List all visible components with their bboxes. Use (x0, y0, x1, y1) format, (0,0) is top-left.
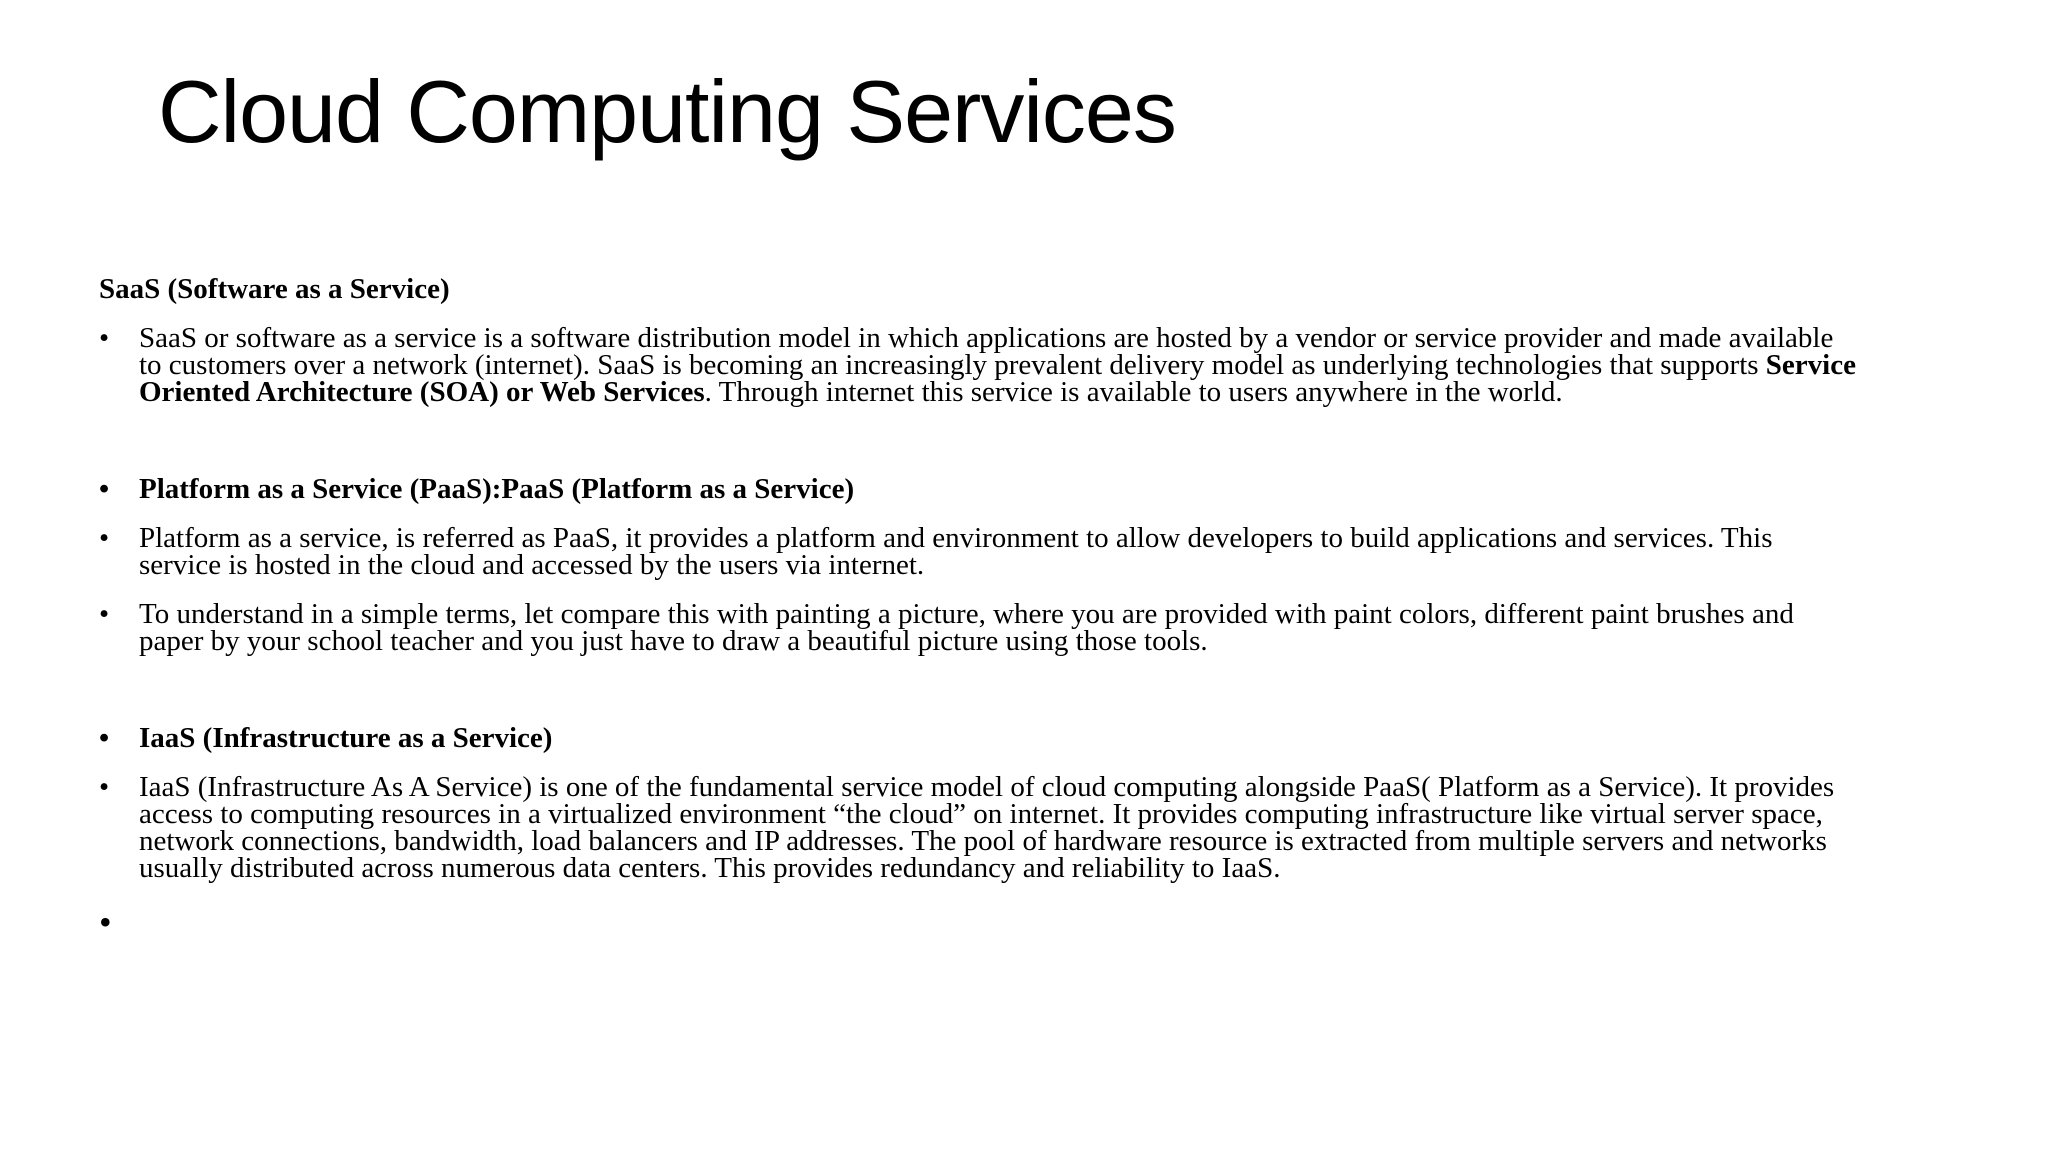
empty-bullet (99, 904, 1859, 944)
slide-title: Cloud Computing Services (158, 62, 1176, 161)
iaas-description (99, 771, 1859, 884)
saas-desc-bold: Service Oriented Architecture (SOA) or Web Services (139, 349, 1856, 408)
iaas-desc-text: IaaS (Infrastructure As A Service) is one of the fundamental service model of cloud computing alongside PaaS( Platform as a Service). It provides access to computing resources in a virtualized environment “the cloud” on internet. It provides computing infrastructure like virtual server space, network connections, bandwidth, load balancers and IP addresses. The pool of hardware resource is extracted from multiple servers and networks usually distributed across numerous data centers. This provides redundancy and reliability to IaaS. (139, 771, 1835, 884)
slide-body (99, 273, 1859, 944)
iaas-heading-text: IaaS (Infrastructure as a Service) (139, 722, 553, 754)
bullet-icon: • (99, 771, 110, 803)
saas-description (99, 322, 1859, 408)
saas-heading: SaaS (Software as a Service) (99, 273, 450, 305)
bullet-icon: • (99, 522, 110, 554)
paas-description (99, 522, 1859, 581)
bullet-icon: • (99, 902, 112, 942)
bullet-icon: • (99, 598, 110, 630)
bullet-icon: • (99, 473, 110, 505)
spacer (99, 428, 1859, 476)
paas-analogy (99, 598, 1859, 657)
bullet-icon: • (99, 722, 110, 754)
saas-desc-post: . Through internet this service is available to users anywhere in the world. (704, 376, 1563, 408)
iaas-heading (99, 722, 1859, 754)
saas-desc-pre: SaaS or software as a service is a software distribution model in which applications are hosted by a vendor or service provider and made available to customers over a network (internet). SaaS is becoming an increasingly prevalent delivery model as underlying technologies that supports (139, 322, 1834, 381)
bullet-icon: • (99, 322, 110, 354)
paas-desc-text: Platform as a service, is referred as PaaS, it provides a platform and environment to allow developers to build applications and services. This service is hosted in the cloud and accessed by the users via internet. (139, 522, 1773, 581)
spacer (99, 677, 1859, 725)
paas-analogy-text: To understand in a simple terms, let compare this with painting a picture, where you are provided with paint colors, different paint brushes and paper by your school teacher and you just have to draw a beautiful picture using those tools. (139, 598, 1794, 657)
paas-heading-text: Platform as a Service (PaaS):PaaS (Platform as a Service) (139, 473, 855, 505)
paas-heading (99, 473, 1859, 505)
